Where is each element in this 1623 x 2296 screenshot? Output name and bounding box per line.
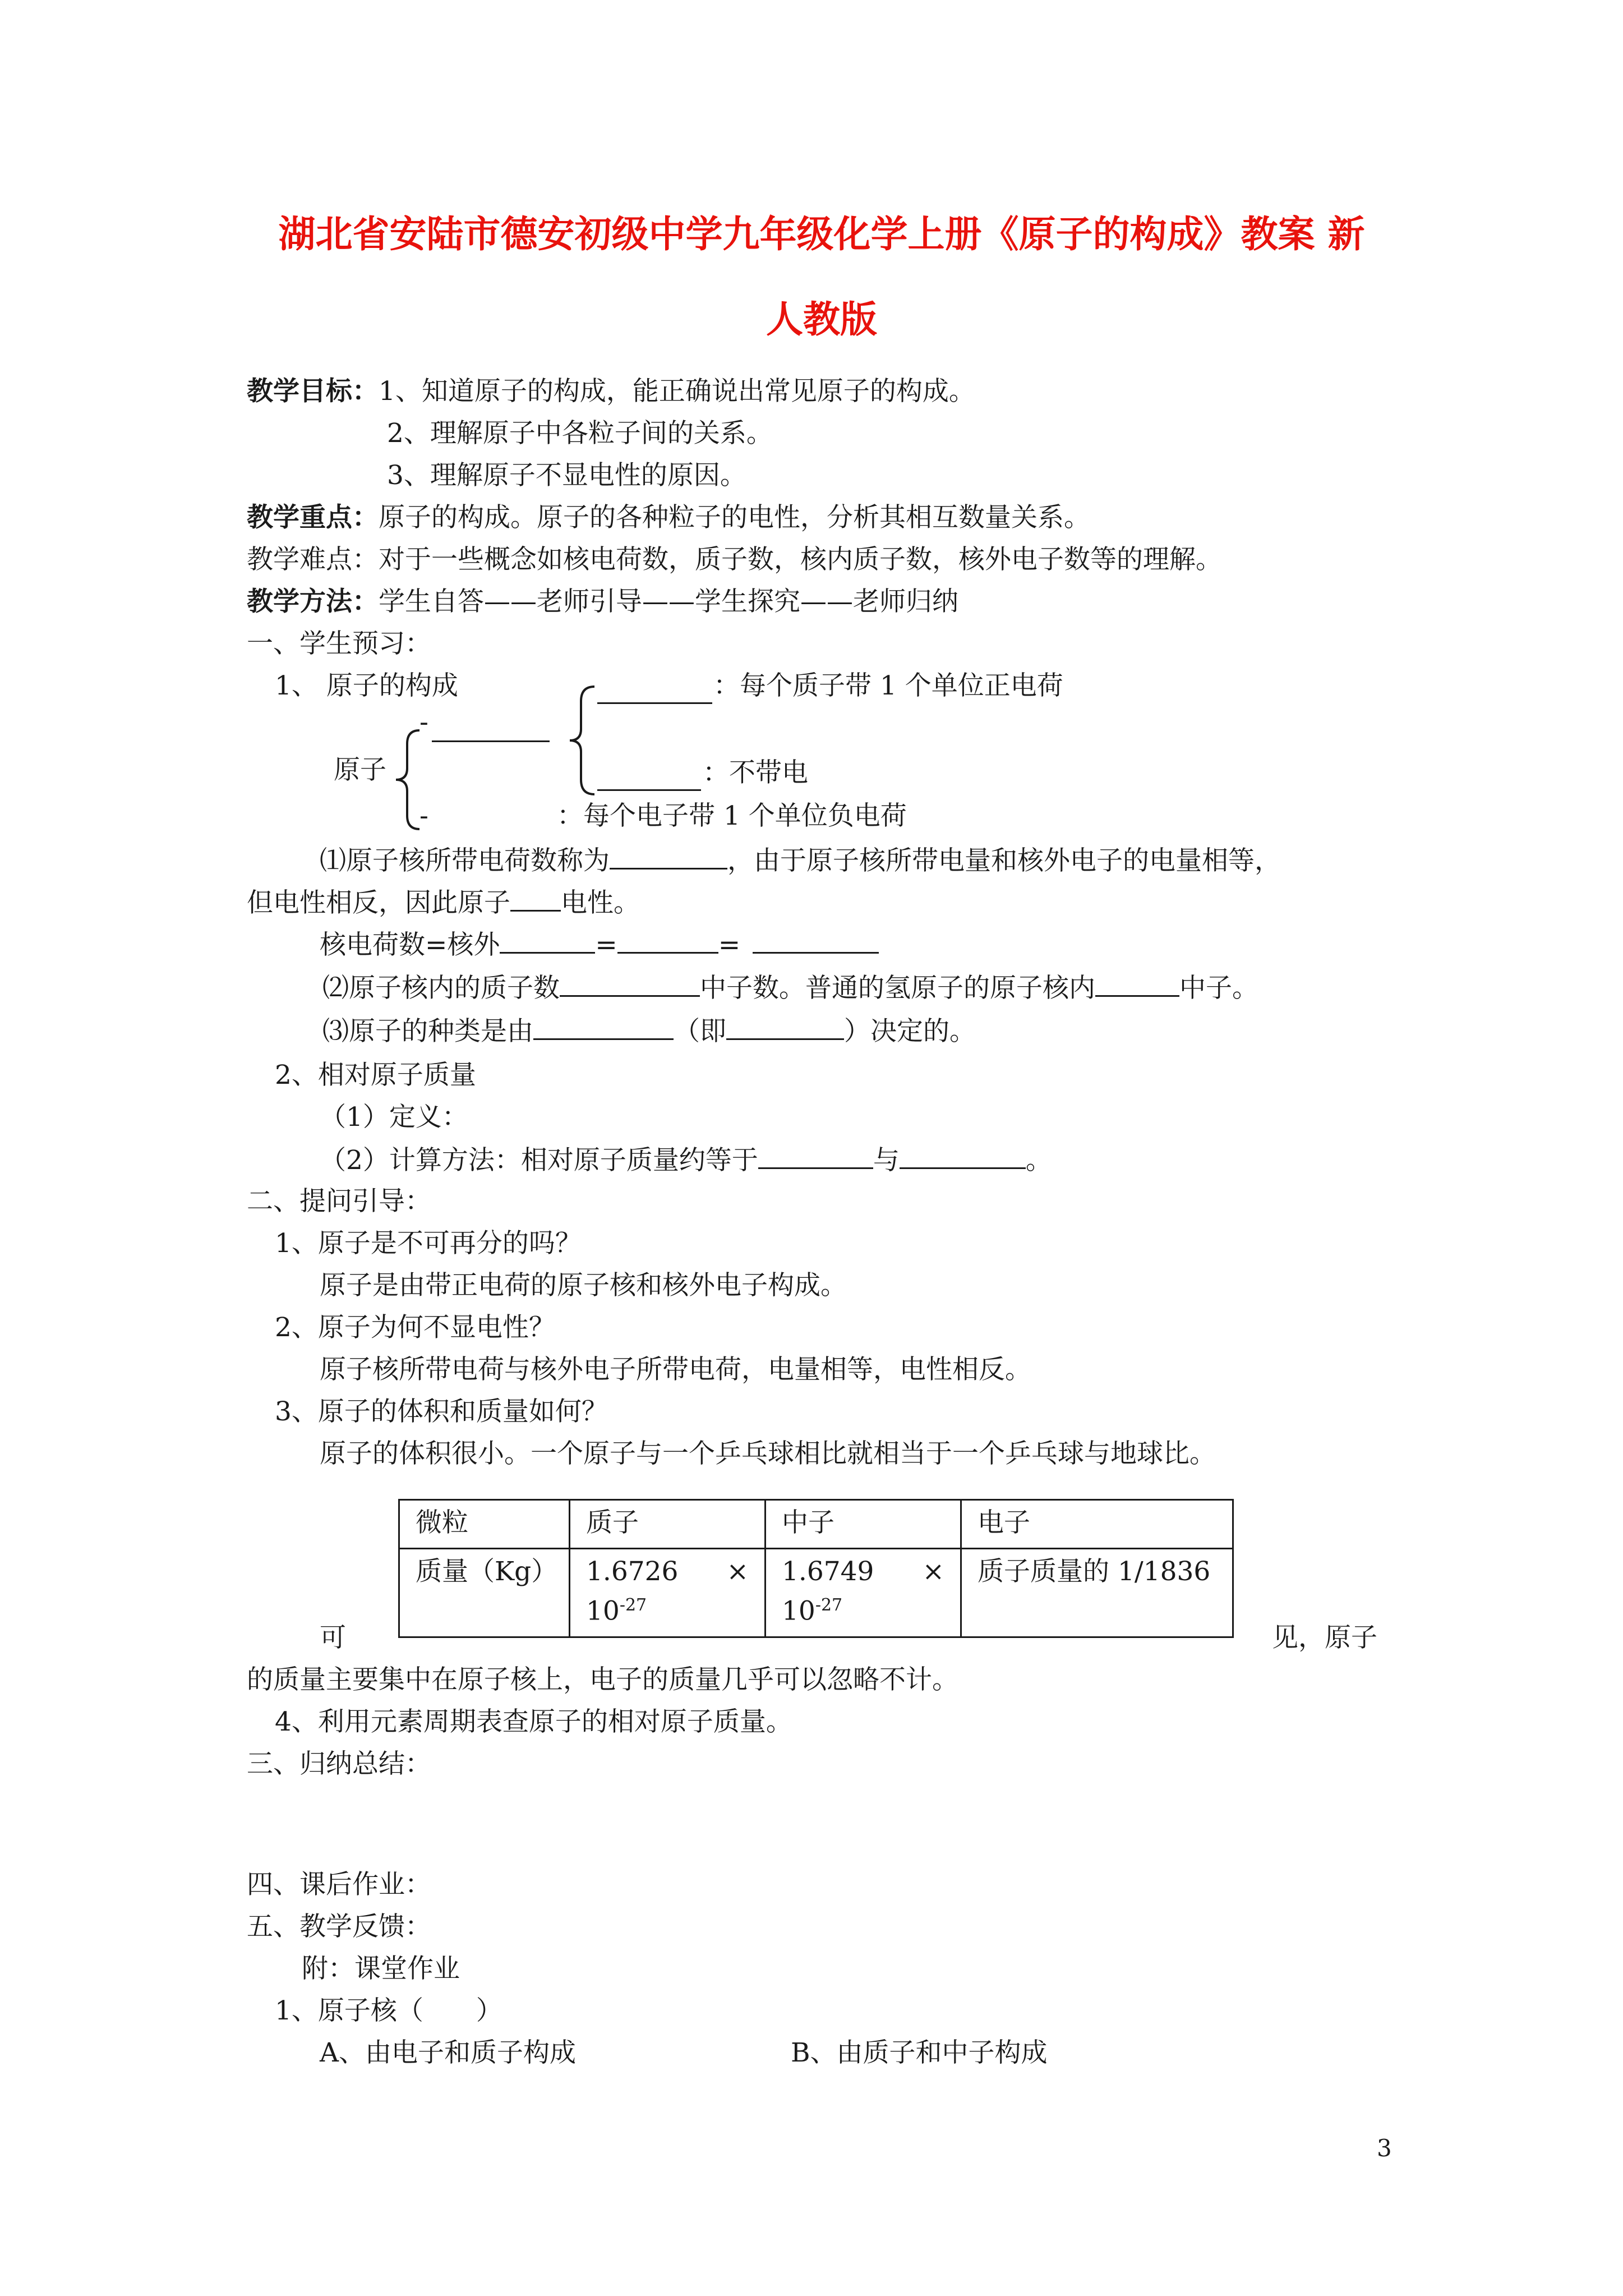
- conclusion-suffix: 见，原子: [1272, 1622, 1377, 1653]
- goal-item-1: 1、知道原子的构成，能正确说出常见原子的构成。: [379, 376, 975, 407]
- nucleus-blank: [432, 711, 550, 742]
- question-3-line: [322, 1014, 976, 1048]
- equals-sign-2: =: [718, 930, 741, 960]
- equation-blank-3: [753, 927, 879, 954]
- proton-blank: [597, 673, 712, 704]
- question-2-text-c: 中子。: [1179, 973, 1258, 1004]
- difficulties-text: 对于一些概念如核电荷数，质子数，核内质子数，核外电子数等的理解。: [379, 544, 1222, 575]
- power-exponent: -27: [815, 1595, 843, 1615]
- power-base: 10: [586, 1595, 620, 1627]
- question-1-text-b: ，由于原子核所带电量和核外电子的电量相等，: [727, 845, 1281, 876]
- atom-type-alt-blank: [726, 1014, 844, 1040]
- table-header-cell: 中子: [766, 1500, 961, 1549]
- document-title-line1: 湖北省安陆市德安初级中学九年级化学上册《原子的构成》教案 新: [278, 213, 1365, 256]
- calculation-text-b: 与: [873, 1145, 900, 1176]
- conclusion-text: 的质量主要集中在原子核上，电子的质量几乎可以忽略不计。: [247, 1664, 958, 1695]
- question-2-text-b: 中子数。普通的氢原子的原子核内: [700, 973, 1095, 1004]
- exercise-option-b: B、由质子和中子构成: [791, 2037, 1048, 2068]
- question-divisible: 1、原子是不可再分的吗？: [275, 1228, 582, 1259]
- goals-line: [247, 375, 975, 408]
- hydrogen-neutron-blank: [1095, 970, 1179, 997]
- nucleus-brace: [565, 684, 599, 797]
- goal-item-3: 3、理解原子不显电性的原因。: [387, 460, 746, 491]
- question-1-text-d: 电性。: [561, 887, 640, 918]
- definition-line: （1）定义：: [320, 1102, 468, 1133]
- electron-mass-cell: 质子质量的 1/1836: [961, 1549, 1233, 1637]
- conclusion-prefix: 可: [320, 1622, 346, 1653]
- equation-blank-2: [617, 927, 718, 954]
- question-1-continuation: [247, 885, 640, 920]
- calculation-text-c: 。: [1025, 1145, 1052, 1176]
- electric-blank: [510, 885, 561, 912]
- section3-heading: 三、归纳总结：: [247, 1749, 431, 1779]
- proton-description: ：每个质子带 1 个单位正电荷: [713, 670, 1063, 701]
- equation-text: 核电荷数=核外: [320, 930, 500, 960]
- goal-item-2: 2、理解原子中各粒子间的关系。: [387, 418, 773, 449]
- calculation-text-a: （2）计算方法：相对原子质量约等于: [320, 1145, 758, 1176]
- proton-mass-value: 1.6726: [586, 1556, 679, 1587]
- periodic-table-task: 4、利用元素周期表查原子的相对原子质量。: [275, 1706, 792, 1737]
- key-points-label: 教学重点：: [247, 502, 379, 533]
- times-sign: ×: [922, 1556, 944, 1587]
- neutron-description: ：不带电: [703, 757, 808, 788]
- methods-text: 学生自答——老师引导——学生探究——老师归纳: [379, 586, 958, 617]
- electron-dash: -: [419, 800, 428, 831]
- page-number: 3: [1377, 2134, 1392, 2162]
- electron-description: ：每个电子带 1 个单位负电荷: [557, 800, 907, 831]
- nuclear-charge-blank: [610, 843, 727, 869]
- section5-heading: 五、教学反馈：: [247, 1911, 431, 1942]
- neutron-blank: [597, 760, 701, 791]
- exercise-option-a: A、由电子和质子构成: [320, 2037, 576, 2068]
- key-points-text: 原子的构成。原子的各种粒子的电性，分析其相互数量关系。: [379, 502, 1090, 533]
- difficulties-label: 教学难点：: [247, 544, 379, 575]
- power-exponent: -27: [619, 1595, 647, 1615]
- table-header-cell: 电子: [961, 1500, 1233, 1549]
- question-3-text-c: ）决定的。: [844, 1016, 976, 1047]
- exercise-question: 1、原子核（ ）: [275, 1995, 502, 2026]
- goals-label: 教学目标：: [247, 376, 379, 407]
- table-header-cell: 质子: [570, 1500, 766, 1549]
- key-points-line: [247, 501, 1090, 535]
- difficulties-line: [247, 543, 1222, 577]
- question-3-text-a: ⑶原子的种类是由: [322, 1016, 533, 1047]
- section1-heading: 一、学生预习：: [247, 628, 431, 659]
- methods-label: 教学方法：: [247, 586, 379, 617]
- nucleus-dash: -: [419, 707, 428, 738]
- table-row-label: 质量（Kg）: [399, 1549, 570, 1637]
- neutron-mass-cell: [766, 1549, 961, 1637]
- appendix-heading: 附：课堂作业: [302, 1953, 460, 1984]
- question-2-line: [322, 970, 1258, 1005]
- table-header-row: [399, 1500, 1233, 1549]
- equals-sign-1: =: [595, 930, 617, 960]
- particle-mass-table: [398, 1499, 1234, 1638]
- calculation-line: [320, 1143, 1052, 1177]
- question-neutral: 2、原子为何不显电性？: [275, 1312, 555, 1343]
- section4-heading: 四、课后作业：: [247, 1869, 431, 1900]
- question-volume-mass: 3、原子的体积和质量如何？: [275, 1396, 608, 1427]
- proton-neutron-blank: [560, 970, 700, 997]
- atom-label: 原子: [334, 754, 386, 785]
- relative-mass-heading: 2、相对原子质量: [275, 1060, 476, 1091]
- methods-line: [247, 585, 958, 619]
- answer-volume: 原子的体积很小。一个原子与一个乒乓球相比就相当于一个乒乓球与地球比。: [320, 1438, 1216, 1469]
- answer-divisible: 原子是由带正电荷的原子核和核外电子构成。: [320, 1270, 847, 1301]
- question-1-text-a: ⑴原子核所带电荷数称为: [320, 845, 610, 876]
- table-header-cell: 微粒: [399, 1500, 570, 1549]
- equation-blank-1: [500, 927, 595, 954]
- calc-blank-1: [758, 1143, 873, 1169]
- question-3-text-b: （即: [674, 1016, 726, 1047]
- document-title-line2: 人教版: [766, 298, 877, 341]
- table-row: [399, 1549, 1233, 1637]
- atom-type-blank: [533, 1014, 674, 1040]
- question-2-text-a: ⑵原子核内的质子数: [322, 973, 560, 1004]
- question-1-text-c: 但电性相反，因此原子: [247, 887, 510, 918]
- proton-mass-cell: [570, 1549, 766, 1637]
- answer-neutral: 原子核所带电荷与核外电子所带电荷，电量相等，电性相反。: [320, 1354, 1031, 1385]
- question-1-line: [320, 843, 1281, 878]
- calc-blank-2: [900, 1143, 1026, 1169]
- neutron-mass-value: 1.6749: [782, 1556, 874, 1587]
- section2-heading: 二、提问引导：: [247, 1186, 431, 1217]
- times-sign: ×: [726, 1556, 749, 1587]
- atom-structure-heading: 1、 原子的构成: [275, 670, 458, 701]
- power-base: 10: [782, 1595, 815, 1627]
- charge-equation: [320, 927, 879, 962]
